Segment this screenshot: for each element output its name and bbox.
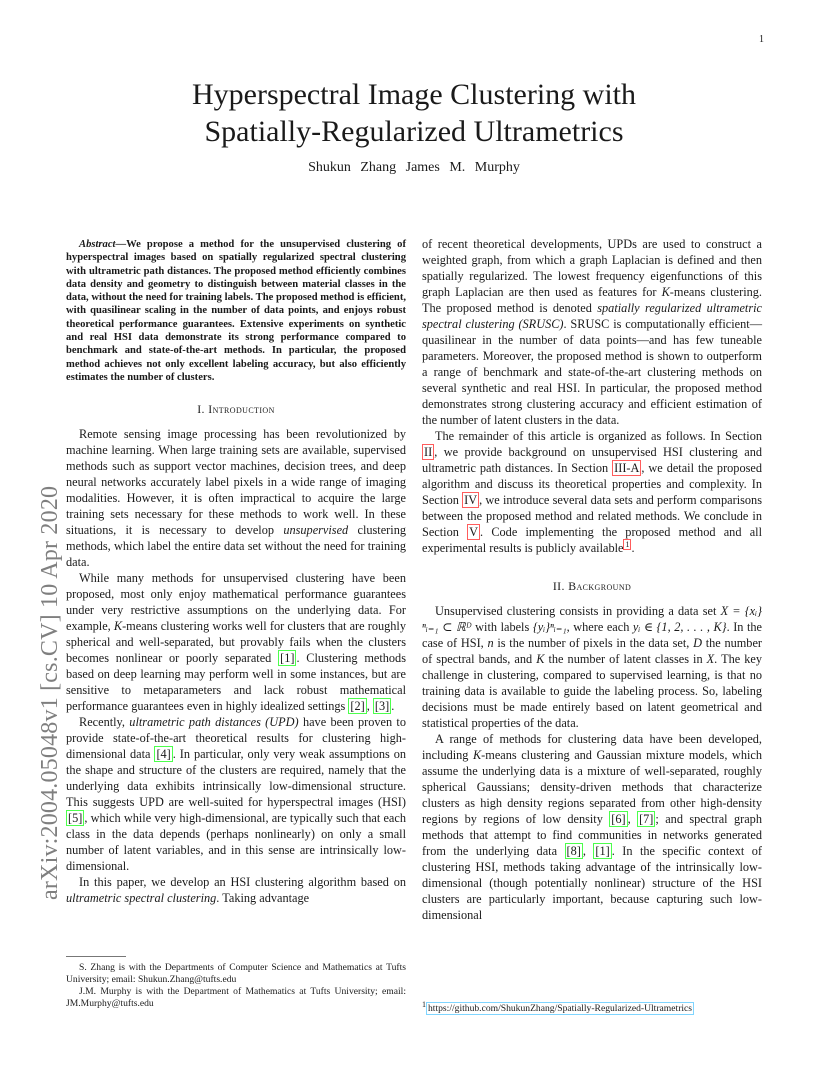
right-paragraph-1: of recent theoretical developments, UPDs are used to construct a weighted graph, from which a graph Laplacian is defined and then spatially regularized. The lowest frequency eigenfunctions of this graph Laplacian are then used as features for K-means clustering. The proposed method is denoted spatially regularized ultrametric spectral clustering (SRUSC). SRUSC is computationally efficient—quasilinear in the number of data points—and has few tuneable parameters. Moreover, the proposed method is shown to outperform a range of benchmark and state-of-the-art clustering methods on several synthetic and real HSI. In particular, the proposed method demonstrates strong clustering accuracy and efficient estimation of the number of latent clusters in the data.: [422, 237, 763, 427]
section-heading-introduction: I. Introduction: [197, 402, 275, 417]
section-link[interactable]: II: [424, 445, 433, 459]
background-paragraph-1: Unsupervised clustering consists in providing a data set X = {xᵢ}ⁿᵢ₌₁ ⊂ ℝᴰ with labels {yᵢ}ⁿᵢ₌₁, where each yᵢ ∈ {1, 2, . . . , K}. In the case of HSI, n is the number of pixels in the data set, D the number of spectral bands, and K the number of latent classes in X. The key challenge in clustering, compared to supervised learning, is that no training data is available to guide the labeling process. So, labeling decisions must be made entirely based on latent geometrical and statistical properties of the data.: [422, 604, 763, 730]
left-column: [66, 238, 406, 906]
title-line-1: Hyperspectral Image Clustering with: [191, 78, 637, 111]
right-column: [422, 236, 762, 923]
citation-link[interactable]: [5]: [68, 811, 83, 826]
authors: Shukun Zhang James M. Murphy: [308, 160, 520, 175]
citation-link[interactable]: [7]: [639, 812, 654, 826]
arxiv-stamp-text: arXiv:2004.05048v1 [cs.CV] 10 Apr 2020: [37, 485, 63, 900]
page-number: 1: [759, 34, 764, 45]
citation-link[interactable]: [1]: [595, 844, 610, 858]
intro-paragraph-4: In this paper, we develop an HSI clustering algorithm based on ultrametric spectral clustering. Taking advantage: [66, 875, 406, 906]
footnote-zhang: S. Zhang is with the Departments of Computer Science and Mathematics at Tufts University; email: Shukun.Zhang@tufts.edu: [66, 962, 406, 985]
code-url-link[interactable]: https://github.com/ShukunZhang/Spatially-Regularized-Ultrametrics: [428, 1003, 693, 1015]
intro-paragraph-3: Recently, ultrametric path distances (UPD) have been proven to provide state-of-the-art theoretical results for clustering high-dimensional data [4] . In particular, only very weak assumptions on the shape and structure of the clusters are required, namely that the underlying data exhibits intrinsically low-dimensional structure. This suggests UPD are well-suited for hyperspectral images (HSI) [5] , which while very high-dimensional, are typically such that each class in the data depends (perhaps nonlinearly) on only a small number of latent variables, and in this sense are intrinsically low-dimensional.: [66, 715, 406, 874]
citation-link[interactable]: [2]: [350, 699, 365, 714]
citation-link[interactable]: [3]: [374, 699, 390, 714]
section-heading-background: II. Background: [552, 579, 632, 593]
footnote-murphy: J.M. Murphy is with the Department of Mathematics at Tufts University; email: JM.Murphy@tufts.edu: [66, 986, 406, 1009]
section-link[interactable]: IV: [464, 493, 478, 507]
abstract-text: —We propose a method for the unsupervised clustering of hyperspectral images based on spatially regularized spectral clustering with ultrametric path distances. The proposed method efficiently combines data density and geometry to distinguish between material classes in the data, without the need for training labels. The proposed method is efficient, with quasilinear scaling in the number of data points, and enjoys robust theoretical performance guarantees. Extensive experiments on synthetic and real HSI data demonstrate its strong performance compared to benchmark and state-of-the-art methods. In particular, the proposed method achieves not only excellent labeling accuracy, but also efficiently estimates the number of clusters.: [66, 239, 406, 383]
section-link[interactable]: V: [469, 525, 479, 539]
citation-link[interactable]: [4]: [156, 747, 171, 762]
url-footnote-mark: 1: [422, 1000, 426, 1009]
abstract: [66, 238, 406, 384]
intro-paragraph-2: While many methods for unsupervised clustering have been proposed, most only enjoy mathematical performance guarantees under very restrictive assumptions on the underlying data. For example, K-means clustering works well for clusters that are roughly spherical and well-separated, but provably fails when the clusters becomes nonlinear or poorly separated [1] . Clustering methods based on deep learning may perform well in some instances, but are sensitive to metaparameters and lack robust mathematical performance guarantees even in highly idealized settings [2] , [3] .: [66, 571, 406, 714]
footnote-rule: [66, 956, 126, 957]
paper-title: [120, 76, 708, 150]
citation-link[interactable]: [1]: [280, 651, 295, 666]
title-line-2: Spatially-Regularized Ultrametrics: [204, 115, 624, 148]
abstract-label: Abstract: [79, 239, 116, 250]
citation-link[interactable]: [6]: [611, 812, 626, 826]
footnote-link[interactable]: 1: [625, 539, 630, 549]
intro-paragraph-1: Remote sensing image processing has been revolutionized by machine learning. When large training sets are available, supervised methods such as support vector machines, decision trees, and deep neural networks accurately label pixels in a wide range of imaging modalities. However, it is often impractical to acquire the large training sets necessary for these methods to work well. In these situations, it is necessary to develop unsupervised clustering methods, which label the entire data set without the need for training data.: [66, 427, 406, 570]
url-footnote: [422, 1000, 762, 1014]
right-paragraph-2: The remainder of this article is organized as follows. In Section II , we provide background on unsupervised HSI clustering and ultrametric path distances. In Section III-A , we detail the proposed algorithm and discuss its theoretical properties and complexity. In Section IV , we introduce several data sets and perform comparisons between the proposed method and related methods. We conclude in Section V . Code implementing the proposed method and all experimental results is publicly available $^1$ .: [422, 429, 762, 555]
background-paragraph-2: A range of methods for clustering data have been developed, including K-means clustering and Gaussian mixture models, which assume the underlying data is a mixture of well-separated, roughly spherical Gaussians; density-driven methods that characterize clusters as high density regions separated from other high-density regions by regions of low density [6] , [7] ; and spectral graph methods that attempt to find communities in networks generated from the underlying data [8] , [1] . In the specific context of clustering HSI, methods taking advantage of the intrinsically low-dimensional (though potentially nonlinear) structure of the HSI clusters are particularly important, because capturing such low-dimensional: [422, 732, 762, 922]
citation-link[interactable]: [8]: [566, 844, 581, 858]
section-link[interactable]: III-A: [614, 461, 640, 475]
author-footnotes: [66, 962, 406, 1010]
